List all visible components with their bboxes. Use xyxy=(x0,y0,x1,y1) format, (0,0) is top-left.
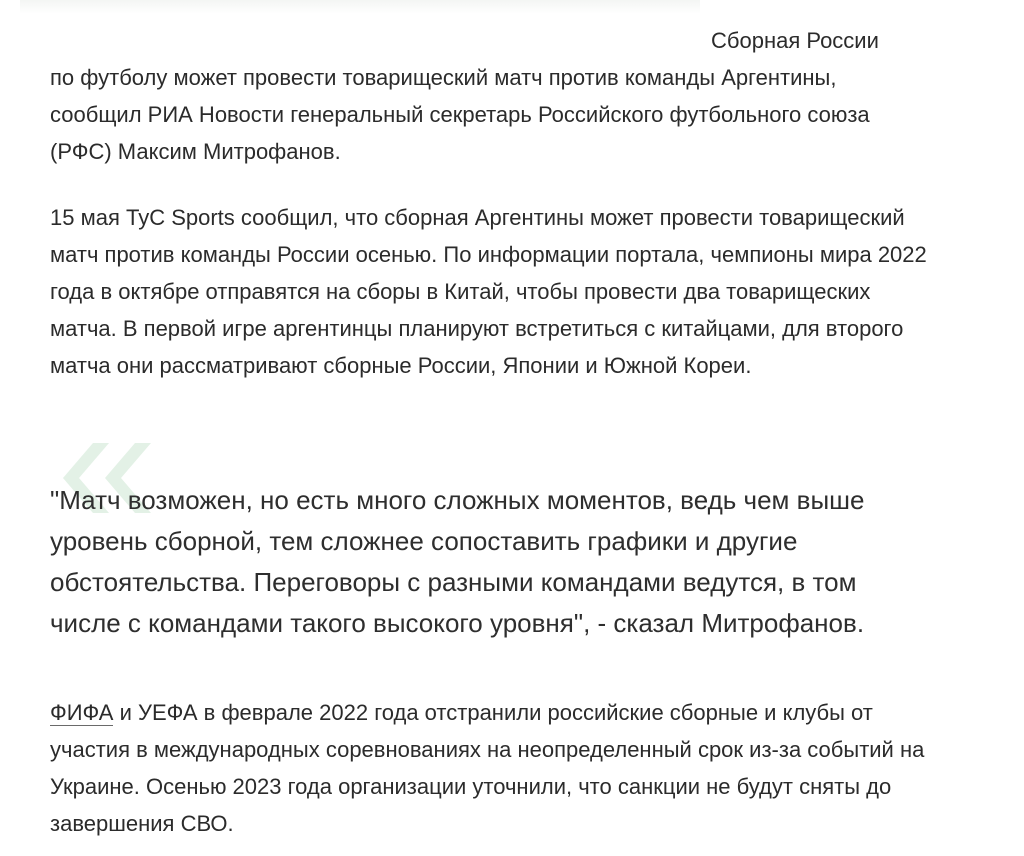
paragraph-2: 15 мая TyC Sports сообщил, что сборная Аргентины может провести товарищеский матч против команды России осенью. По информации портала, чемпионы мира 2022 года в октябре отправятся на сборы в Китай, чтобы провести два товарищеских матча. В первой игре аргентинцы планируют встретиться с китайцами, для второго матча они рассматривают сборные России, Японии и Южной Кореи. xyxy=(50,205,927,378)
paragraph-3-text: и УЕФА в феврале 2022 года отстранили российские сборные и клубы от участия в международных соревнованиях на неопределенный срок из-за событий на Украине. Осенью 2023 года организации уточнили, что санкции не будут сняты до завершения СВО. xyxy=(50,700,925,836)
paragraph-1-lead: Сборная России xyxy=(711,28,879,53)
paragraph-1-text: по футболу может провести товарищеский матч против команды Аргентины, сообщил РИА Новости генеральный секретарь Российского футбольного союза (РФС) Максим Митрофанов. xyxy=(50,65,870,164)
quote-text: "Матч возможен, но есть много сложных моментов, ведь чем выше уровень сборной, тем сложнее сопоставить графики и другие обстоятельства. Переговоры с разными командами ведутся, в том числе с командами такого высокого уровня", - сказал Митрофанов. xyxy=(50,485,865,638)
top-fade-decoration xyxy=(20,0,700,14)
paragraph-1 xyxy=(50,22,930,170)
fifa-link[interactable]: ФИФА xyxy=(50,700,114,725)
paragraph-3 xyxy=(50,694,930,842)
